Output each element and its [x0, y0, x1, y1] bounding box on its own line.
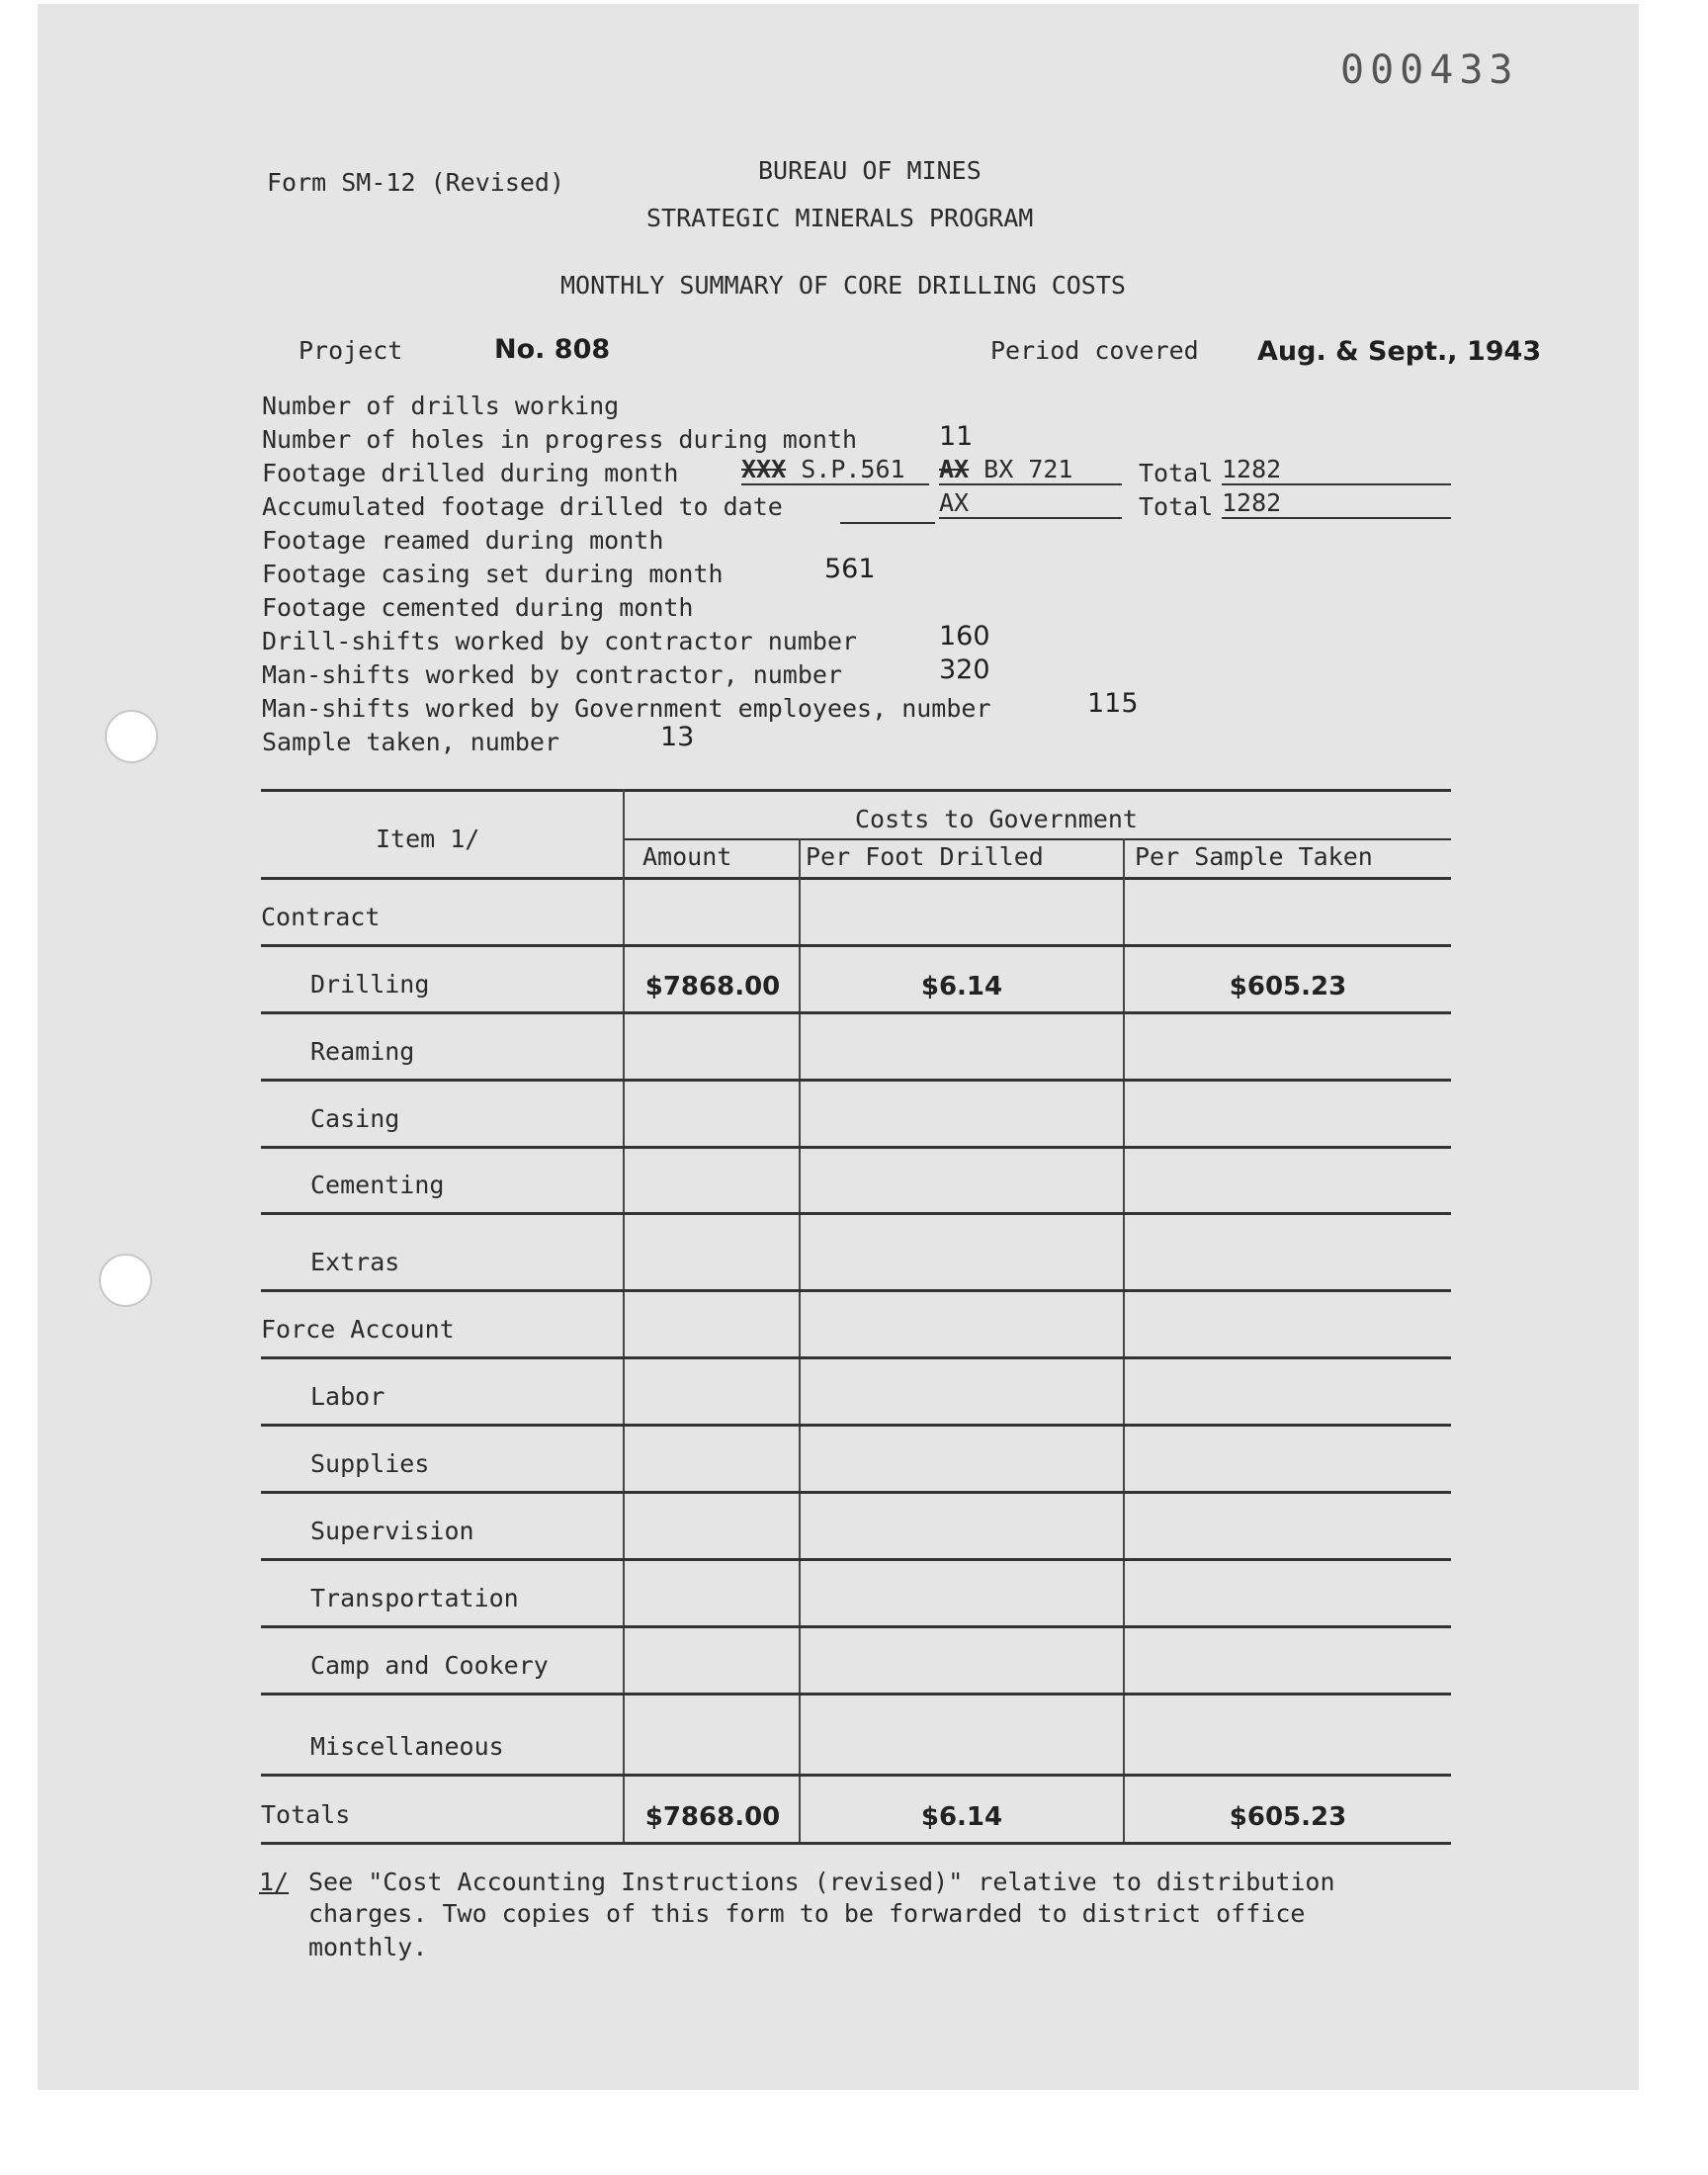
footnote-line-2: charges. Two copies of this form to be forwarded to district office	[308, 1899, 1306, 1928]
cell-per-sample: $605.23	[1229, 972, 1347, 1001]
table-top-rule	[261, 789, 1451, 792]
amount-column-header: Amount	[642, 842, 732, 871]
row-rule	[261, 1424, 1451, 1427]
cell-per-sample: $605.23	[1229, 1802, 1347, 1832]
group-header-rule	[623, 838, 1451, 840]
footnote-line-3: monthly.	[308, 1933, 428, 1961]
footage-drilled-total: 1282	[1222, 455, 1451, 485]
period-label: Period covered	[990, 336, 1199, 365]
program-name: STRATEGIC MINERALS PROGRAM	[646, 204, 1034, 232]
footage-drilled-total-label: Total	[1139, 459, 1214, 487]
cell-amount: $7868.00	[644, 1802, 781, 1832]
per-sample-column-header: Per Sample Taken	[1135, 842, 1373, 871]
per-foot-column-divider	[1123, 838, 1125, 1842]
item-column-header: Item 1/	[376, 825, 480, 853]
document-number: 000433	[1340, 47, 1519, 93]
cell-amount: $7868.00	[644, 972, 781, 1001]
row-item-label: Miscellaneous	[310, 1732, 504, 1761]
footage-reamed-label: Footage reamed during month	[262, 526, 664, 555]
row-rule	[261, 1625, 1451, 1628]
footage-drilled-label: Footage drilled during month	[262, 459, 679, 487]
row-rule	[261, 1558, 1451, 1561]
footage-cemented-label: Footage cemented during month	[262, 593, 694, 622]
row-rule	[261, 1079, 1451, 1082]
row-item-label: Contract	[261, 903, 381, 931]
row-rule	[261, 1842, 1451, 1845]
row-item-label: Cementing	[310, 1171, 445, 1199]
per-foot-column-header: Per Foot Drilled	[806, 842, 1044, 871]
period-value: Aug. & Sept., 1943	[1257, 336, 1542, 367]
project-number: No. 808	[494, 334, 611, 365]
holes-in-progress-label: Number of holes in progress during month	[262, 425, 858, 454]
man-shifts-government-label: Man-shifts worked by Government employees, number	[262, 694, 991, 723]
man-shifts-contractor-value: 320	[939, 654, 990, 685]
project-label: Project	[299, 336, 403, 365]
samples-taken-value: 13	[660, 722, 695, 752]
row-item-label: Extras	[310, 1248, 400, 1276]
row-item-label: Camp and Cookery	[310, 1651, 549, 1680]
row-rule	[261, 1356, 1451, 1359]
form-id: Form SM-12 (Revised)	[267, 168, 565, 197]
agency-name: BUREAU OF MINES	[758, 156, 982, 185]
row-item-label: Labor	[310, 1382, 385, 1411]
cell-per-foot: $6.14	[920, 972, 1003, 1001]
row-rule	[261, 1774, 1451, 1777]
cell-per-foot: $6.14	[920, 1802, 1003, 1832]
footage-casing-label: Footage casing set during month	[262, 560, 724, 588]
footage-drilled-bx: AX BX 721	[939, 455, 1122, 485]
drill-shifts-contractor-value: 160	[939, 621, 990, 652]
row-rule	[261, 1212, 1451, 1215]
man-shifts-government-value: 115	[1087, 688, 1139, 719]
man-shifts-contractor-label: Man-shifts worked by contractor, number	[262, 660, 842, 689]
row-item-label: Supplies	[310, 1449, 430, 1478]
costs-group-header: Costs to Government	[855, 805, 1138, 833]
row-rule	[261, 944, 1451, 947]
row-rule	[261, 1146, 1451, 1149]
footnote-line-1: See "Cost Accounting Instructions (revised)" relative to distribution	[308, 1868, 1335, 1896]
accumulated-blank-line	[840, 522, 935, 524]
amount-column-divider	[799, 838, 801, 1842]
totals-label: Totals	[261, 1800, 351, 1829]
accumulated-total-label: Total	[1139, 492, 1214, 521]
header-bottom-rule	[261, 877, 1451, 880]
row-rule	[261, 1011, 1451, 1014]
drills-working-label: Number of drills working	[262, 392, 620, 420]
accumulated-footage-label: Accumulated footage drilled to date	[262, 492, 783, 521]
document-sheet	[38, 4, 1639, 2090]
footage-casing-value: 561	[824, 554, 876, 584]
footage-drilled-sp: XXX S.P.561	[741, 455, 929, 485]
row-rule	[261, 1289, 1451, 1292]
punch-hole-top	[105, 710, 158, 763]
holes-in-progress-value: 11	[939, 421, 974, 452]
row-rule	[261, 1693, 1451, 1696]
row-item-label: Supervision	[310, 1517, 474, 1545]
accumulated-total: 1282	[1222, 488, 1451, 519]
row-item-label: Force Account	[261, 1315, 455, 1344]
row-item-label: Drilling	[310, 970, 430, 999]
samples-taken-label: Sample taken, number	[262, 728, 560, 756]
form-title: MONTHLY SUMMARY OF CORE DRILLING COSTS	[560, 271, 1126, 300]
row-rule	[261, 1491, 1451, 1494]
accumulated-ax: AX	[939, 488, 1122, 519]
row-item-label: Casing	[310, 1104, 400, 1133]
punch-hole-bottom	[99, 1254, 152, 1307]
row-item-label: Reaming	[310, 1037, 415, 1066]
footnote-marker: 1/	[259, 1868, 290, 1896]
drill-shifts-contractor-label: Drill-shifts worked by contractor number	[262, 627, 858, 655]
row-item-label: Transportation	[310, 1584, 519, 1612]
